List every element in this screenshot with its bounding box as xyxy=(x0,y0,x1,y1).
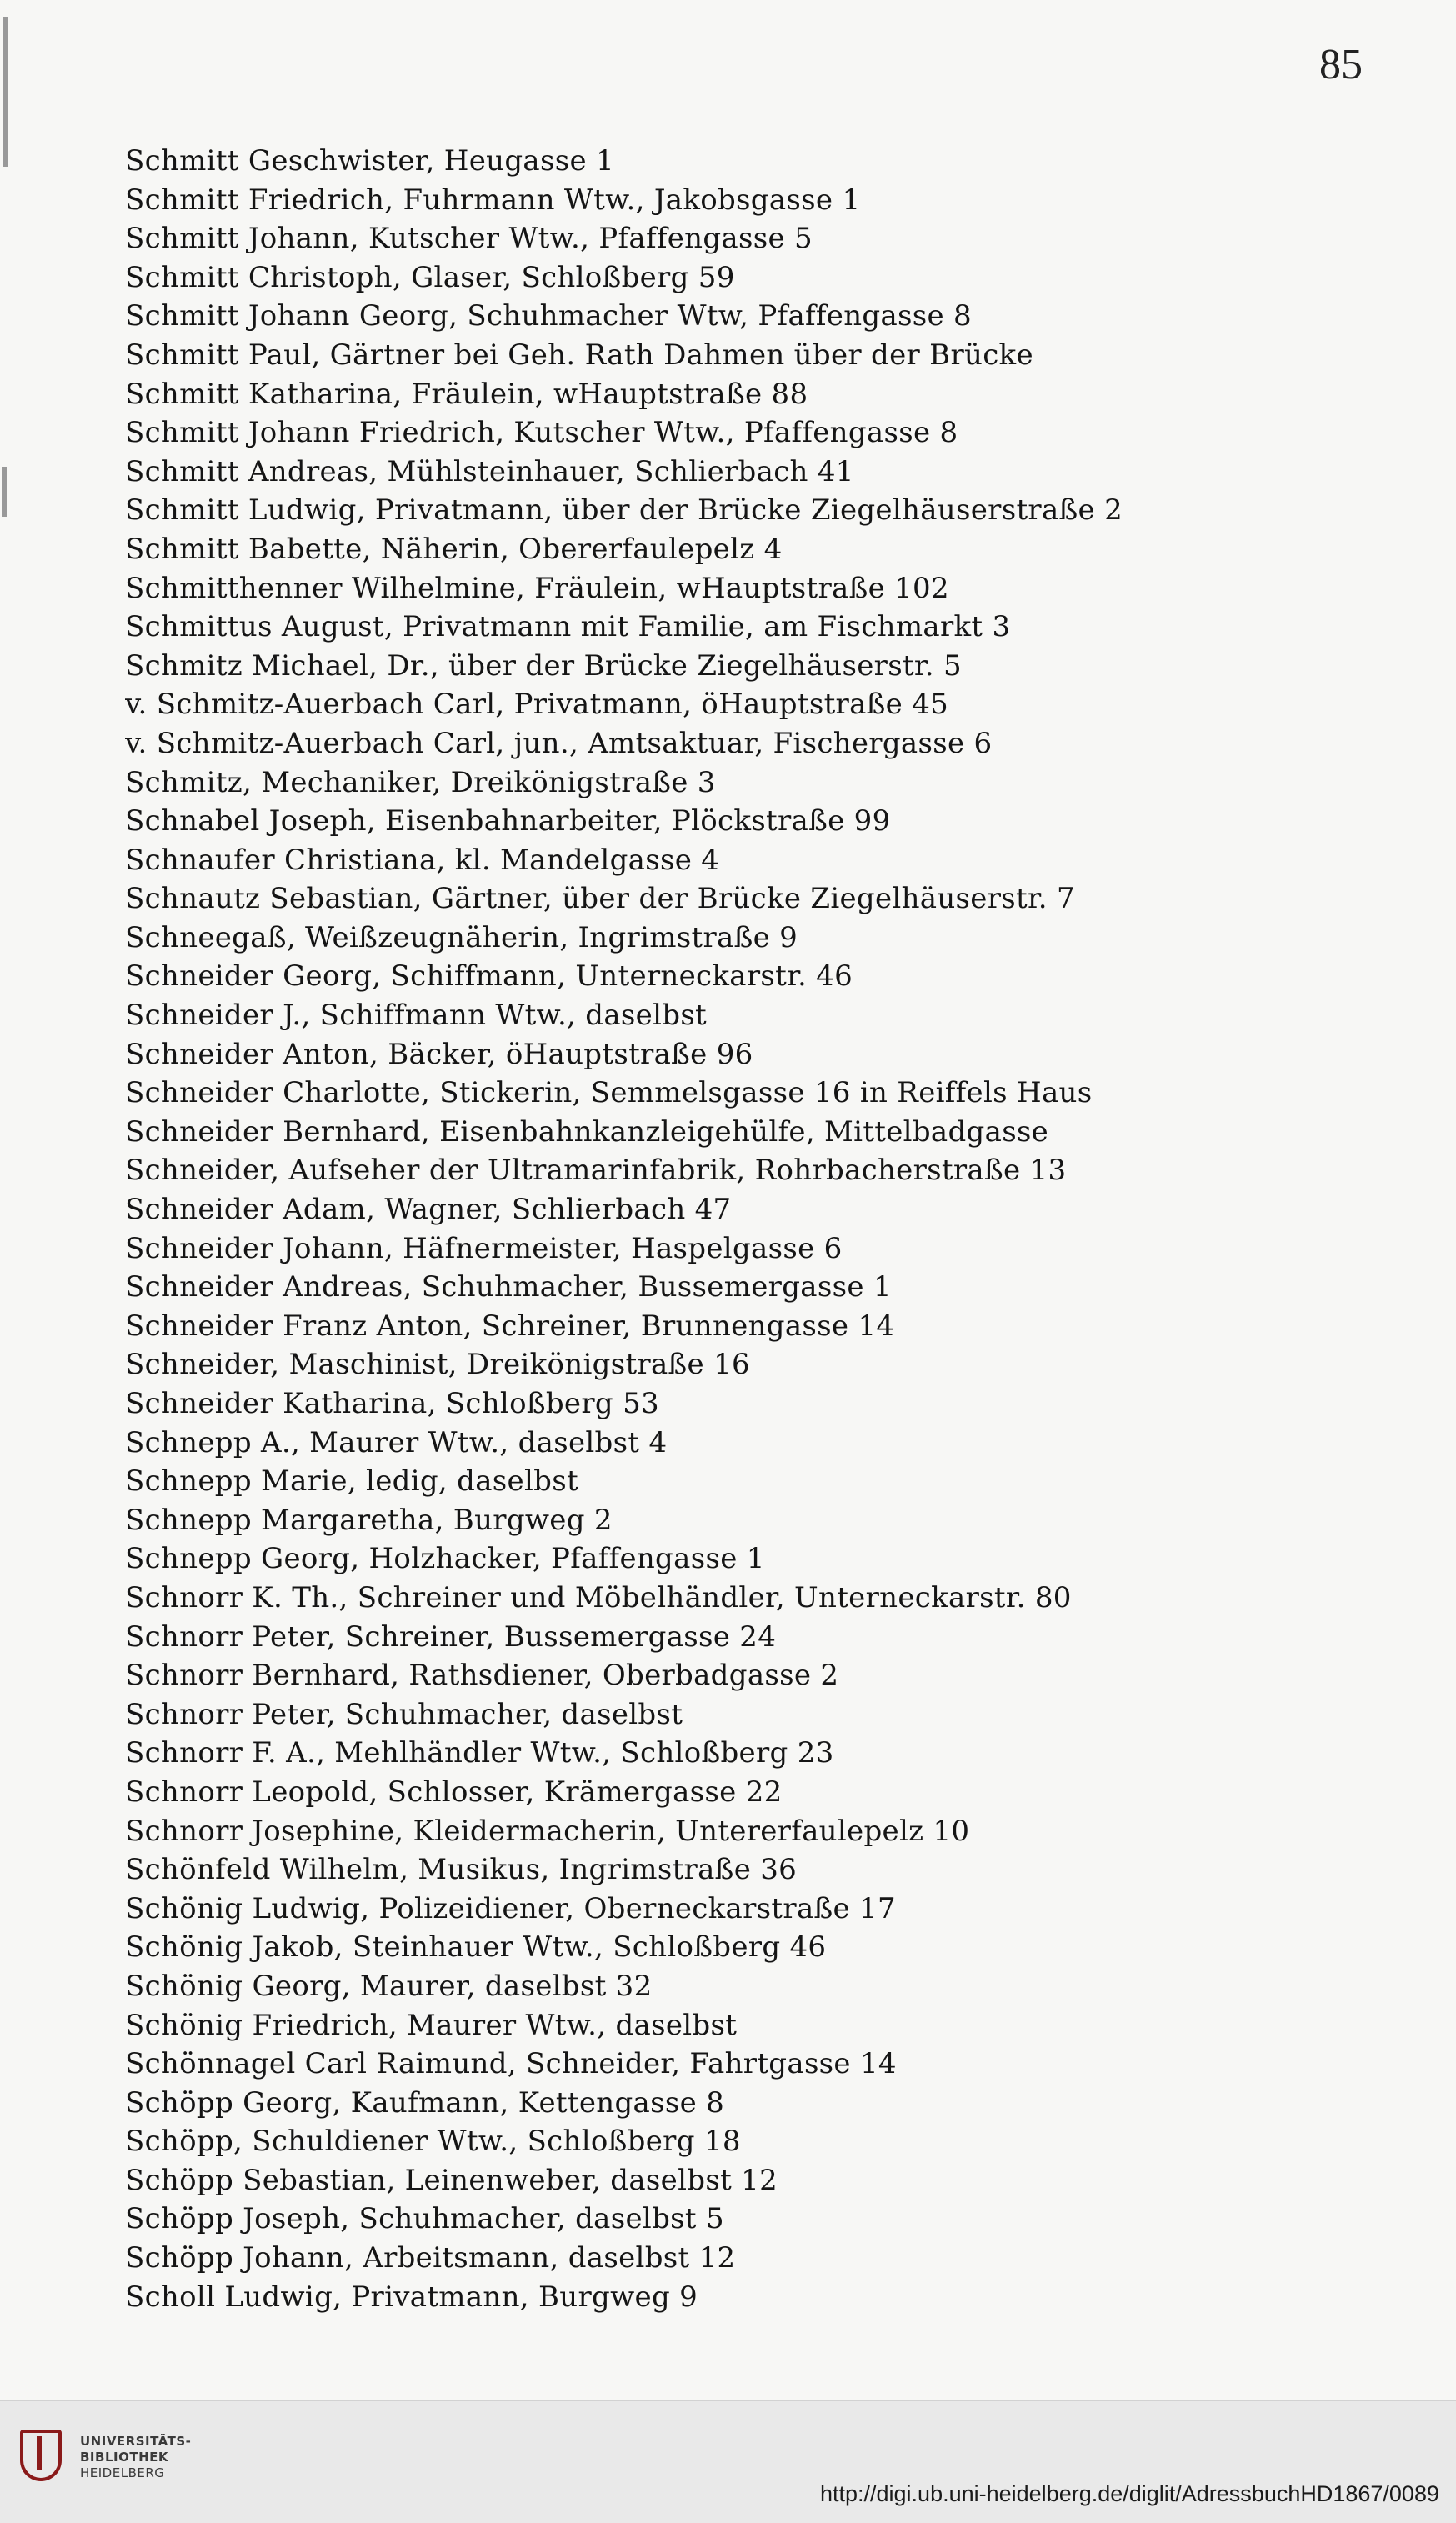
directory-entry: Schnorr K. Th., Schreiner und Möbelhändler, Unterneckarstr. 80 xyxy=(125,1580,1072,1614)
directory-entry: Schmitthenner Wilhelmine, Fräulein, wHauptstraße 102 xyxy=(125,571,949,605)
scan-edge-mark xyxy=(2,467,7,517)
library-name-line: BIBLIOTHEK xyxy=(80,2449,168,2465)
directory-entry: Schmitt Katharina, Fräulein, wHauptstraße 88 xyxy=(125,377,808,411)
directory-entries xyxy=(125,142,1375,2316)
directory-entry: Schmitt Geschwister, Heugasse 1 xyxy=(125,144,614,178)
directory-entry: Schmitt Paul, Gärtner bei Geh. Rath Dahmen über der Brücke xyxy=(125,338,1033,372)
directory-entry: Schneider, Aufseher der Ultramarinfabrik, Rohrbacherstraße 13 xyxy=(125,1154,1067,1188)
directory-entry: Schmitt Friedrich, Fuhrmann Wtw., Jakobsgasse 1 xyxy=(125,183,861,217)
directory-entry: v. Schmitz-Auerbach Carl, jun., Amtsaktuar, Fischergasse 6 xyxy=(125,726,993,760)
directory-entry: Schnepp Margaretha, Burgweg 2 xyxy=(125,1503,613,1537)
directory-entry: Schnaufer Christiana, kl. Mandelgasse 4 xyxy=(125,843,720,877)
directory-entry: Schmitz, Mechaniker, Dreikönigstraße 3 xyxy=(125,765,716,799)
source-url-link[interactable]: http://digi.ub.uni-heidelberg.de/diglit/AdressbuchHD1867/0089 xyxy=(819,2481,1439,2506)
directory-entry: Schönig Ludwig, Polizeidiener, Oberneckarstraße 17 xyxy=(125,1891,896,1925)
scan-edge-mark xyxy=(3,17,8,167)
directory-entry: Schmitz Michael, Dr., über der Brücke Ziegelhäuserstr. 5 xyxy=(125,648,962,683)
directory-entry: Schneider Adam, Wagner, Schlierbach 47 xyxy=(125,1193,732,1227)
directory-entry: Schmitt Christoph, Glaser, Schloßberg 59 xyxy=(125,260,735,294)
library-name-line: UNIVERSITÄTS- xyxy=(80,2433,192,2449)
directory-entry: Schöpp Sebastian, Leinenweber, daselbst 12 xyxy=(125,2163,778,2197)
library-logo xyxy=(15,2425,191,2490)
directory-entry: Schnorr Leopold, Schlosser, Krämergasse 22 xyxy=(125,1775,783,1809)
directory-entry: Schnorr F. A., Mehlhändler Wtw., Schloßberg 23 xyxy=(125,1736,834,1770)
directory-entry: Schönig Jakob, Steinhauer Wtw., Schloßberg 46 xyxy=(125,1930,827,1965)
directory-entry: Schnorr Bernhard, Rathsdiener, Oberbadgasse 2 xyxy=(125,1659,839,1693)
directory-entry: Schnepp Georg, Holzhacker, Pfaffengasse 1 xyxy=(125,1542,765,1576)
directory-entry: Schneider Anton, Bäcker, öHauptstraße 96 xyxy=(125,1037,753,1071)
library-name xyxy=(80,2434,191,2481)
directory-entry: Schmitt Johann, Kutscher Wtw., Pfaffengasse 5 xyxy=(125,222,813,256)
footer-bar xyxy=(0,2400,1456,2523)
directory-entry: Schmitt Johann Georg, Schuhmacher Wtw, Pfaffengasse 8 xyxy=(125,299,972,333)
directory-entry: Schöpp Georg, Kaufmann, Kettengasse 8 xyxy=(125,2085,725,2120)
directory-entry: Schönig Friedrich, Maurer Wtw., daselbst xyxy=(125,2008,738,2042)
directory-entry: Schnepp Marie, ledig, daselbst xyxy=(125,1464,578,1499)
directory-entry: v. Schmitz-Auerbach Carl, Privatmann, öHauptstraße 45 xyxy=(125,688,949,722)
directory-entry: Schneider Charlotte, Stickerin, Semmelsgasse 16 in Reiffels Haus xyxy=(125,1076,1093,1110)
directory-entry: Schneider Bernhard, Eisenbahnkanzleigehülfe, Mittelbadgasse xyxy=(125,1114,1049,1149)
directory-entry: Schmitt Johann Friedrich, Kutscher Wtw., Pfaffengasse 8 xyxy=(125,416,958,450)
directory-entry: Schnorr Peter, Schuhmacher, daselbst xyxy=(125,1697,683,1731)
directory-entry: Scholl Ludwig, Privatmann, Burgweg 9 xyxy=(125,2280,698,2314)
directory-entry: Schmitt Andreas, Mühlsteinhauer, Schlierbach 41 xyxy=(125,454,854,488)
directory-entry: Schneider Katharina, Schloßberg 53 xyxy=(125,1387,659,1420)
directory-entry: Schneider Johann, Häfnermeister, Haspelgasse 6 xyxy=(125,1231,843,1265)
directory-entry: Schneegaß, Weißzeugnäherin, Ingrimstraße 9 xyxy=(125,920,798,954)
library-name-line: HEIDELBERG xyxy=(80,2465,165,2480)
directory-entry: Schneider Andreas, Schuhmacher, Bussemergasse 1 xyxy=(125,1270,892,1304)
directory-entry: Schnorr Josephine, Kleidermacherin, Untererfaulepelz 10 xyxy=(125,1814,970,1848)
directory-entry: Schneider Georg, Schiffmann, Unterneckarstr. 46 xyxy=(125,959,853,994)
directory-entry: Schnautz Sebastian, Gärtner, über der Brücke Ziegelhäuserstr. 7 xyxy=(125,882,1075,916)
directory-entry: Schmittus August, Privatmann mit Familie, am Fischmarkt 3 xyxy=(125,610,1011,644)
page-number: 85 xyxy=(1319,41,1363,88)
directory-entry: Schneider J., Schiffmann Wtw., daselbst xyxy=(125,999,708,1033)
directory-entry: Schönfeld Wilhelm, Musikus, Ingrimstraße 36 xyxy=(125,1853,798,1887)
university-seal-icon xyxy=(15,2425,68,2490)
directory-entry: Schneider, Maschinist, Dreikönigstraße 16 xyxy=(125,1348,750,1382)
directory-entry: Schmitt Ludwig, Privatmann, über der Brücke Ziegelhäuserstraße 2 xyxy=(125,493,1123,528)
directory-entry: Schneider Franz Anton, Schreiner, Brunnengasse 14 xyxy=(125,1309,895,1343)
directory-entry: Schnabel Joseph, Eisenbahnarbeiter, Plöckstraße 99 xyxy=(125,804,891,838)
directory-entry: Schöpp, Schuldiener Wtw., Schloßberg 18 xyxy=(125,2125,741,2159)
directory-entry: Schmitt Babette, Näherin, Obererfaulepelz 4 xyxy=(125,532,783,566)
directory-entry: Schönnagel Carl Raimund, Schneider, Fahrtgasse 14 xyxy=(125,2047,897,2081)
directory-entry: Schöpp Johann, Arbeitsmann, daselbst 12 xyxy=(125,2241,736,2275)
directory-entry: Schönig Georg, Maurer, daselbst 32 xyxy=(125,1969,653,2003)
directory-entry: Schöpp Joseph, Schuhmacher, daselbst 5 xyxy=(125,2202,724,2236)
directory-entry: Schnepp A., Maurer Wtw., daselbst 4 xyxy=(125,1425,668,1459)
directory-entry: Schnorr Peter, Schreiner, Bussemergasse 24 xyxy=(125,1619,777,1654)
